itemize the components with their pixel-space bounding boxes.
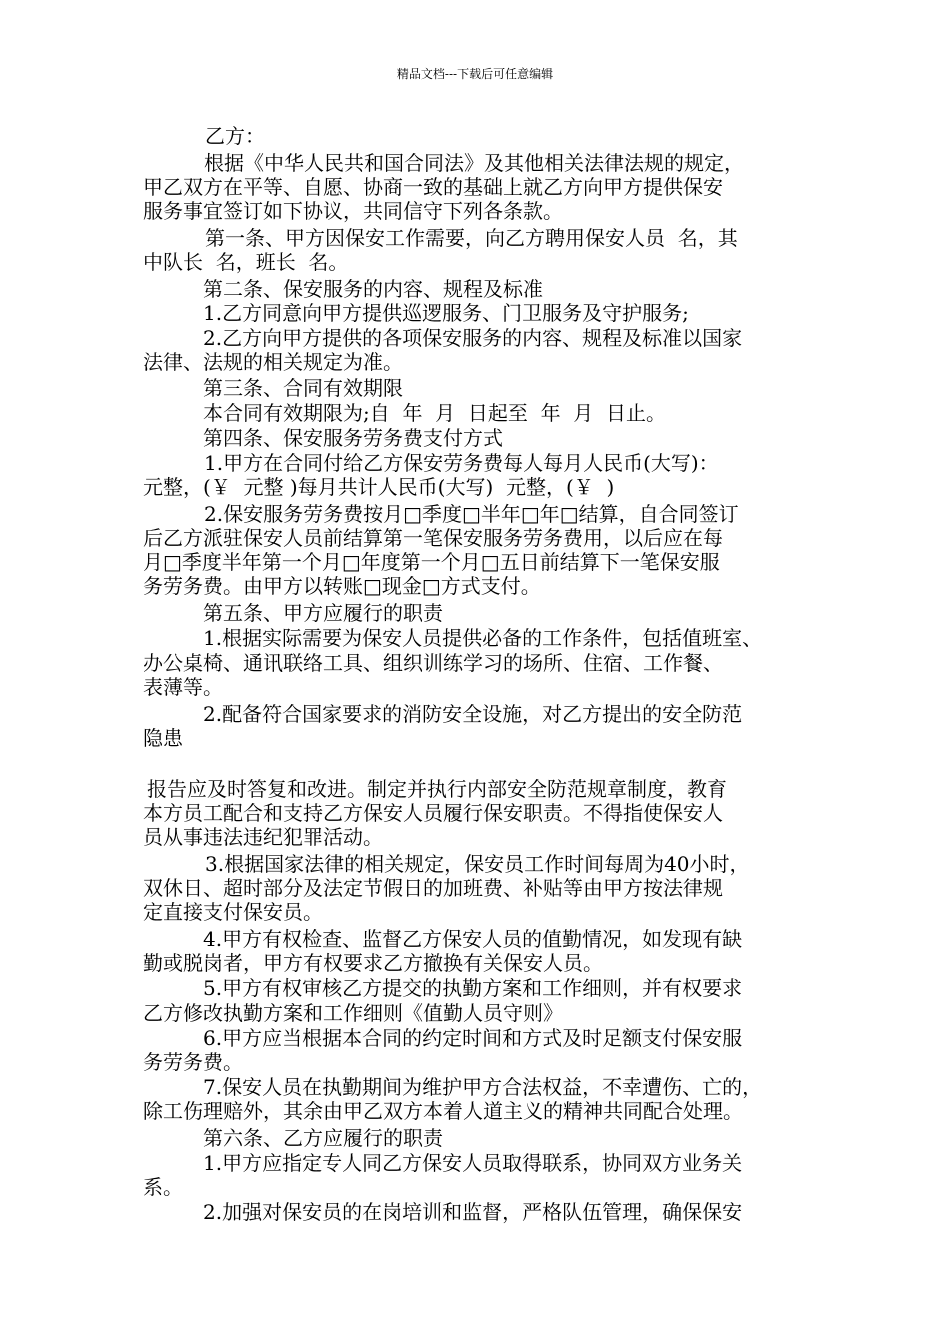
text-line: 第五条、甲方应履行的职责 <box>203 601 443 625</box>
text-line: 第三条、合同有效期限 <box>203 376 403 400</box>
page-header: 精品文档---下载后可任意编辑 <box>396 67 554 81</box>
text-line: 甲乙双方在平等、自愿、协商一致的基础上就乙方向甲方提供保安 <box>143 175 723 199</box>
text-line: 报告应及时答复和改进。制定并执行内部安全防范规章制度，教育 <box>147 777 727 801</box>
text-line: 1.根据实际需要为保安人员提供必备的工作条件，包括值班室、 <box>203 626 763 650</box>
text-line: 1.甲方在合同付给乙方保安劳务费每人每月人民币(大写)： <box>204 451 719 475</box>
text-line: 5.甲方有权审核乙方提交的执勤方案和工作细则，并有权要求 <box>203 976 743 1000</box>
text-line: 本方员工配合和支持乙方保安人员履行保安职责。不得指使保安人 <box>143 801 723 825</box>
text-line: 务劳务费。由甲方以转账□现金□方式支付。 <box>143 574 541 598</box>
text-line: 办公桌椅、通讯联络工具、组织训练学习的场所、住宿、工作餐、 <box>143 651 723 675</box>
text-line: 双休日、超时部分及法定节假日的加班费、补贴等由甲方按法律规 <box>143 876 723 900</box>
text-line: 2.加强对保安员的在岗培训和监督，严格队伍管理，确保保安 <box>203 1200 743 1224</box>
text-line: 2.配备符合国家要求的消防安全设施，对乙方提出的安全防范 <box>203 702 743 726</box>
text-line: 后乙方派驻保安人员前结算第一笔保安服务劳务费用，以后应在每 <box>143 526 723 550</box>
text-line: 表薄等。 <box>143 675 223 699</box>
text-line: 4.甲方有权检查、监督乙方保安人员的值勤情况，如发现有缺 <box>203 927 743 951</box>
text-line: 1.甲方应指定专人同乙方保安人员取得联系，协同双方业务关 <box>203 1151 743 1175</box>
text-line: 第一条、甲方因保安工作需要，向乙方聘用保安人员 名，其 <box>205 226 738 250</box>
text-line: 月□季度半年第一个月□年度第一个月□五日前结算下一笔保安服 <box>143 550 720 574</box>
text-line: 系。 <box>143 1175 183 1199</box>
text-line: 1.乙方同意向甲方提供巡逻服务、门卫服务及守护服务; <box>203 301 689 325</box>
text-line: 6.甲方应当根据本合同的约定时间和方式及时足额支付保安服 <box>203 1026 743 1050</box>
text-line: 第二条、保安服务的内容、规程及标准 <box>203 277 543 301</box>
text-line: 勤或脱岗者，甲方有权要求乙方撤换有关保安人员。 <box>143 951 603 975</box>
text-line: 3.根据国家法律的相关规定，保安员工作时间每周为40小时， <box>205 852 750 876</box>
text-line: 根据《中华人民共和国合同法》及其他相关法律法规的规定， <box>204 151 744 175</box>
text-line: 定直接支付保安员。 <box>143 900 323 924</box>
text-line: 除工伤理赔外，其余由甲乙双方本着人道主义的精神共同配合处理。 <box>143 1099 743 1123</box>
text-line: 2.保安服务劳务费按月□季度□半年□年□结算，自合同签订 <box>204 502 739 526</box>
text-line: 中队长 名，班长 名。 <box>143 250 349 274</box>
text-line: 第六条、乙方应履行的职责 <box>203 1126 443 1150</box>
text-line: 员从事违法违纪犯罪活动。 <box>143 825 383 849</box>
text-line: 乙方： <box>205 124 265 148</box>
text-line: 第四条、保安服务劳务费支付方式 <box>203 426 503 450</box>
text-line: 元整，(￥ 元整 )每月共计人民币(大写) 元整，(￥ ) <box>143 475 615 499</box>
text-line: 务劳务费。 <box>143 1050 243 1074</box>
text-line: 乙方修改执勤方案和工作细则《值勤人员守则》 <box>143 1001 563 1025</box>
text-line: 2.乙方向甲方提供的各项保安服务的内容、规程及标准以国家 <box>203 326 743 350</box>
text-line: 服务事宜签订如下协议，共同信守下列各条款。 <box>143 199 563 223</box>
text-line: 法律、法规的相关规定为准。 <box>143 350 403 374</box>
text-line: 7.保安人员在执勤期间为维护甲方合法权益，不幸遭伤、亡的， <box>203 1075 763 1099</box>
text-line: 本合同有效期限为;自 年 月 日起至 年 月 日止。 <box>203 401 667 425</box>
text-line: 隐患 <box>143 726 183 750</box>
